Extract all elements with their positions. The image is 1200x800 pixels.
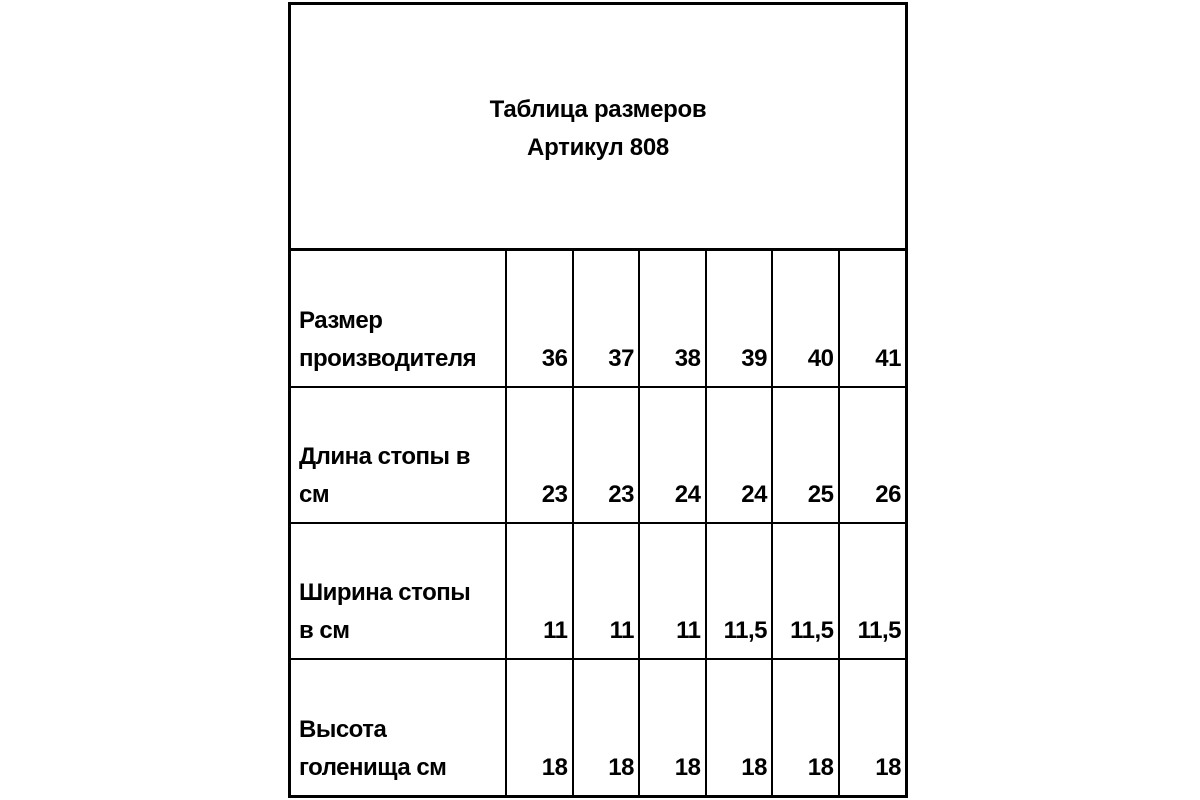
table-row-shaft-height xyxy=(291,659,905,795)
row-label-line: Длина стопы в xyxy=(299,443,470,470)
row-label-line: производителя xyxy=(299,345,477,372)
row-label-line: в см xyxy=(299,617,350,644)
table-cell: 18 xyxy=(839,659,906,795)
row-label xyxy=(291,659,506,795)
table-row-foot-width xyxy=(291,523,905,659)
table-cell: 23 xyxy=(573,387,640,523)
table-cell: 11 xyxy=(639,523,706,659)
table-cell: 24 xyxy=(639,387,706,523)
table-cell: 39 xyxy=(706,251,773,387)
table-cell: 36 xyxy=(506,251,573,387)
size-table xyxy=(291,251,905,795)
table-cell: 11,5 xyxy=(839,523,906,659)
table-cell: 18 xyxy=(506,659,573,795)
table-cell: 18 xyxy=(573,659,640,795)
table-cell: 11,5 xyxy=(772,523,839,659)
table-cell: 37 xyxy=(573,251,640,387)
table-cell: 11 xyxy=(506,523,573,659)
table-cell: 18 xyxy=(772,659,839,795)
table-cell: 18 xyxy=(706,659,773,795)
table-cell: 25 xyxy=(772,387,839,523)
table-cell: 11 xyxy=(573,523,640,659)
table-cell: 18 xyxy=(639,659,706,795)
size-chart xyxy=(288,2,908,798)
row-label xyxy=(291,387,506,523)
row-label-line: Ширина стопы xyxy=(299,579,471,606)
table-cell: 38 xyxy=(639,251,706,387)
table-cell: 11,5 xyxy=(706,523,773,659)
chart-title: Таблица размеров xyxy=(489,95,707,123)
row-label xyxy=(291,523,506,659)
table-cell: 26 xyxy=(839,387,906,523)
row-label-line: Высота xyxy=(299,716,387,743)
row-label-line: голенища см xyxy=(299,754,447,781)
row-label-line: Размер xyxy=(299,307,383,334)
row-label xyxy=(291,251,506,387)
article-number: Артикул 808 xyxy=(527,133,669,161)
title-block xyxy=(291,5,905,251)
table-row-manufacturer-size xyxy=(291,251,905,387)
table-cell: 23 xyxy=(506,387,573,523)
row-label-line: см xyxy=(299,481,330,508)
table-row-foot-length xyxy=(291,387,905,523)
table-cell: 41 xyxy=(839,251,906,387)
table-cell: 24 xyxy=(706,387,773,523)
table-cell: 40 xyxy=(772,251,839,387)
